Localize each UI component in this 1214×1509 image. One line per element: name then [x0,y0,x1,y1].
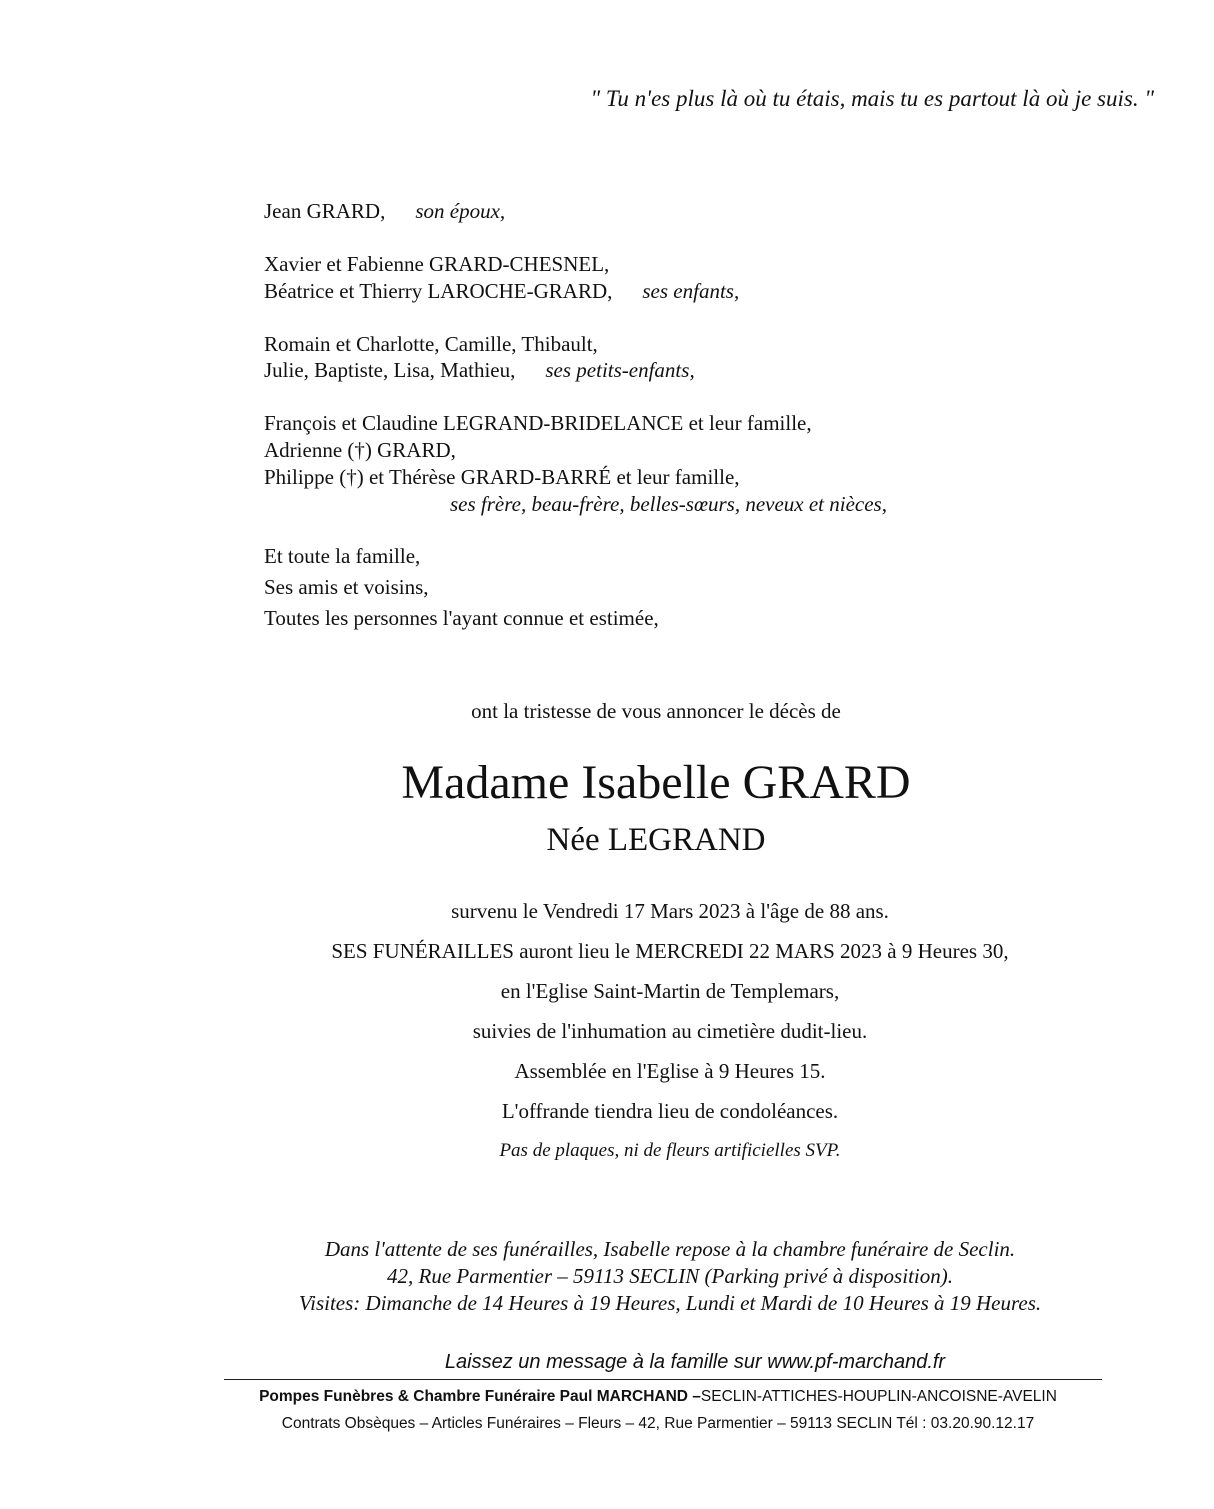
family-line-grandchildren-1: Romain et Charlotte, Camille, Thibault, [264,332,598,356]
family-line-sibling-3: Philippe (†) et Thérèse GRARD-BARRÉ et leur famille, [264,465,740,489]
children-role: ses enfants, [642,279,740,303]
wake-visiting-hours: Visites: Dimanche de 14 Heures à 19 Heures, Lundi et Mardi de 10 Heures à 19 Heures. [298,1291,1042,1315]
detail-death-date: survenu le Vendredi 17 Mars 2023 à l'âge de 88 ans. [451,899,889,923]
family-line-sibling-2: Adrienne (†) GRARD, [264,438,456,462]
spouse-name: Jean GRARD, [264,199,386,223]
detail-funeral-date: SES FUNÉRAILLES auront lieu le MERCREDI 22 MARS 2023 à 9 Heures 30, [331,939,1009,963]
detail-church: en l'Eglise Saint-Martin de Templemars, [500,979,840,1003]
flowers-request: Pas de plaques, ni de fleurs artificielles SVP. [499,1140,841,1161]
grandchildren-role: ses petits-enfants, [545,358,695,382]
footer-company-towns: SECLIN-ATTICHES-HOUPLIN-ANCOISNE-AVELIN [700,1388,1057,1405]
siblings-role: ses frère, beau-frère, belles-sœurs, neveux et nièces, [450,492,887,516]
family-line-extended: Et toute la famille, [264,544,421,568]
epigraph-quote: " Tu n'es plus là où tu étais, mais tu es partout là où je suis. " [590,86,1154,111]
family-line-friends: Ses amis et voisins, [264,575,429,599]
detail-assembly: Assemblée en l'Eglise à 9 Heures 15. [514,1059,826,1083]
deceased-name: Madame Isabelle GRARD [401,756,911,809]
wake-address: 42, Rue Parmentier – 59113 SECLIN (Parking privé à disposition). [387,1264,953,1288]
child-2-name: Béatrice et Thierry LAROCHE-GRARD, [264,279,613,303]
family-line-acquaintances: Toutes les personnes l'ayant connue et estimée, [264,606,659,630]
deceased-maiden-name: Née LEGRAND [546,822,766,858]
spouse-role: son époux, [415,199,506,223]
detail-offering: L'offrande tiendra lieu de condoléances. [501,1099,839,1123]
detail-burial: suivies de l'inhumation au cimetière dudit-lieu. [472,1019,868,1043]
footer-company-name: Pompes Funèbres & Chambre Funéraire Paul MARCHAND – [259,1388,701,1405]
wake-location: Dans l'attente de ses funérailles, Isabelle repose à la chambre funéraire de Seclin. [324,1237,1016,1261]
footer-divider [224,1379,1102,1380]
family-line-sibling-1: François et Claudine LEGRAND-BRIDELANCE et leur famille, [264,411,812,435]
announcement-text: ont la tristesse de vous annoncer le décès de [471,699,841,723]
family-line-grandchildren-2 [264,357,695,384]
footer-services: Contrats Obsèques – Articles Funéraires – Fleurs – 42, Rue Parmentier – 59113 SECLIN Tél : 03.20.90.12.17 [281,1415,1035,1432]
family-line-spouse [264,198,505,225]
grandchildren-names: Julie, Baptiste, Lisa, Mathieu, [264,358,516,382]
family-line-child-2 [264,278,739,305]
online-message-link: Laissez un message à la famille sur www.pf-marchand.fr [444,1351,946,1373]
family-line-child-1: Xavier et Fabienne GRARD-CHESNEL, [264,252,610,276]
footer-company [0,1387,1214,1407]
